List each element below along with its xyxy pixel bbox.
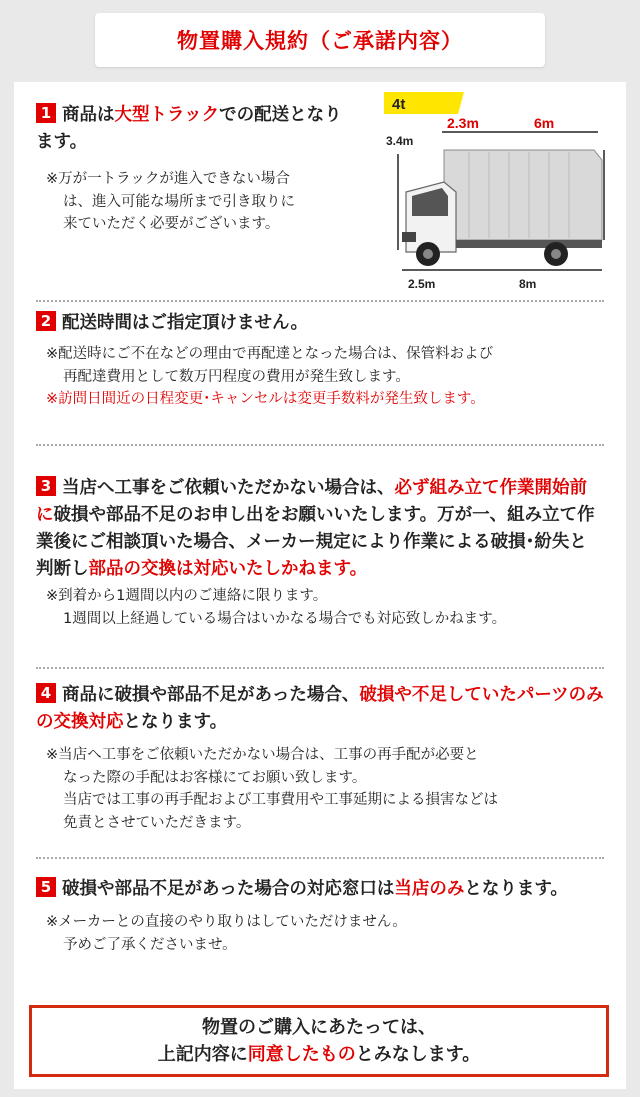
truck-diagram — [384, 92, 614, 292]
section-1-head: 1 商品は大型トラックでの配送となります。 — [36, 104, 342, 152]
section-2-red-note: ※訪問日間近の日程変更･キャンセルは変更手数料が発生致します。 — [46, 391, 485, 407]
section-5 — [36, 876, 604, 956]
section-2-note: ※配送時にご不在などの理由で再配達となった場合は、保管料および 再配達費用として数万円程度の費用が発生致します。 — [46, 346, 494, 385]
section-1-note: ※万が一トラックが進入できない場合 は、進入可能な場所まで引き取りに 来ていただく必要がございます。 — [46, 171, 295, 232]
divider — [36, 857, 604, 859]
agreement-line-2: 上記内容に同意したものとみなします。 — [157, 1044, 481, 1065]
divider — [36, 300, 604, 302]
truck-badge-label: 4t — [392, 96, 406, 113]
section-4-head: 4 商品に破損や部品不足があった場合、破損や不足していたパーツのみの交換対応となります。 — [36, 684, 604, 732]
section-5-note: ※メーカーとの直接のやり取りはしていただけません。 予めご了承くださいませ。 — [46, 914, 407, 953]
dim-height: 3.4m — [386, 134, 414, 148]
section-3 — [36, 475, 604, 630]
dim-cab-top: 2.3m — [447, 115, 479, 131]
section-4-note: ※当店へ工事をご依頼いただかない場合は、工事の再手配が必要と なった際の手配はお客様にてお願い致します。 当店では工事の再手配および工事費用や工事延期による損害などは 免責とさせていただきます。 — [46, 747, 498, 831]
section-2-head: 2 配送時間はご指定頂けません。 — [36, 310, 604, 337]
agreement-line-1: 物置のご購入にあたっては、 — [202, 1017, 436, 1038]
section-5-head: 5 破損や部品不足があった場合の対応窓口は当店のみとなります。 — [36, 876, 604, 903]
agreement-box — [29, 1005, 609, 1077]
section-4 — [36, 682, 604, 834]
section-1 — [36, 102, 356, 236]
dim-cab-bottom: 2.5m — [408, 277, 436, 291]
section-3-note: ※到着から1週間以内のご連絡に限ります。 1週間以上経過している場合はいかなる場合でも対応致しかねます。 — [46, 588, 507, 627]
divider — [36, 444, 604, 446]
section-number: 2 — [36, 311, 56, 331]
dim-total-bottom: 8m — [519, 277, 537, 291]
terms-panel — [14, 82, 626, 1089]
section-number: 5 — [36, 877, 56, 897]
section-2 — [36, 310, 604, 411]
section-number: 1 — [36, 103, 56, 123]
section-3-head: 3 当店へ工事をご依頼いただかない場合は、必ず組み立て作業開始前に破損や部品不足のお申し出をお願いいたします。万が一、組み立て作業後にご相談頂いた場合、メーカー規定により作業による破損･紛失と判断し部品の交換は対応いたしかねます。 — [36, 477, 595, 579]
title-box — [95, 13, 545, 67]
page-title: 物置購入規約（ご承諾内容） — [177, 29, 463, 53]
dim-box-top: 6m — [534, 115, 555, 131]
divider — [36, 667, 604, 669]
section-number: 4 — [36, 683, 56, 703]
section-number: 3 — [36, 476, 56, 496]
